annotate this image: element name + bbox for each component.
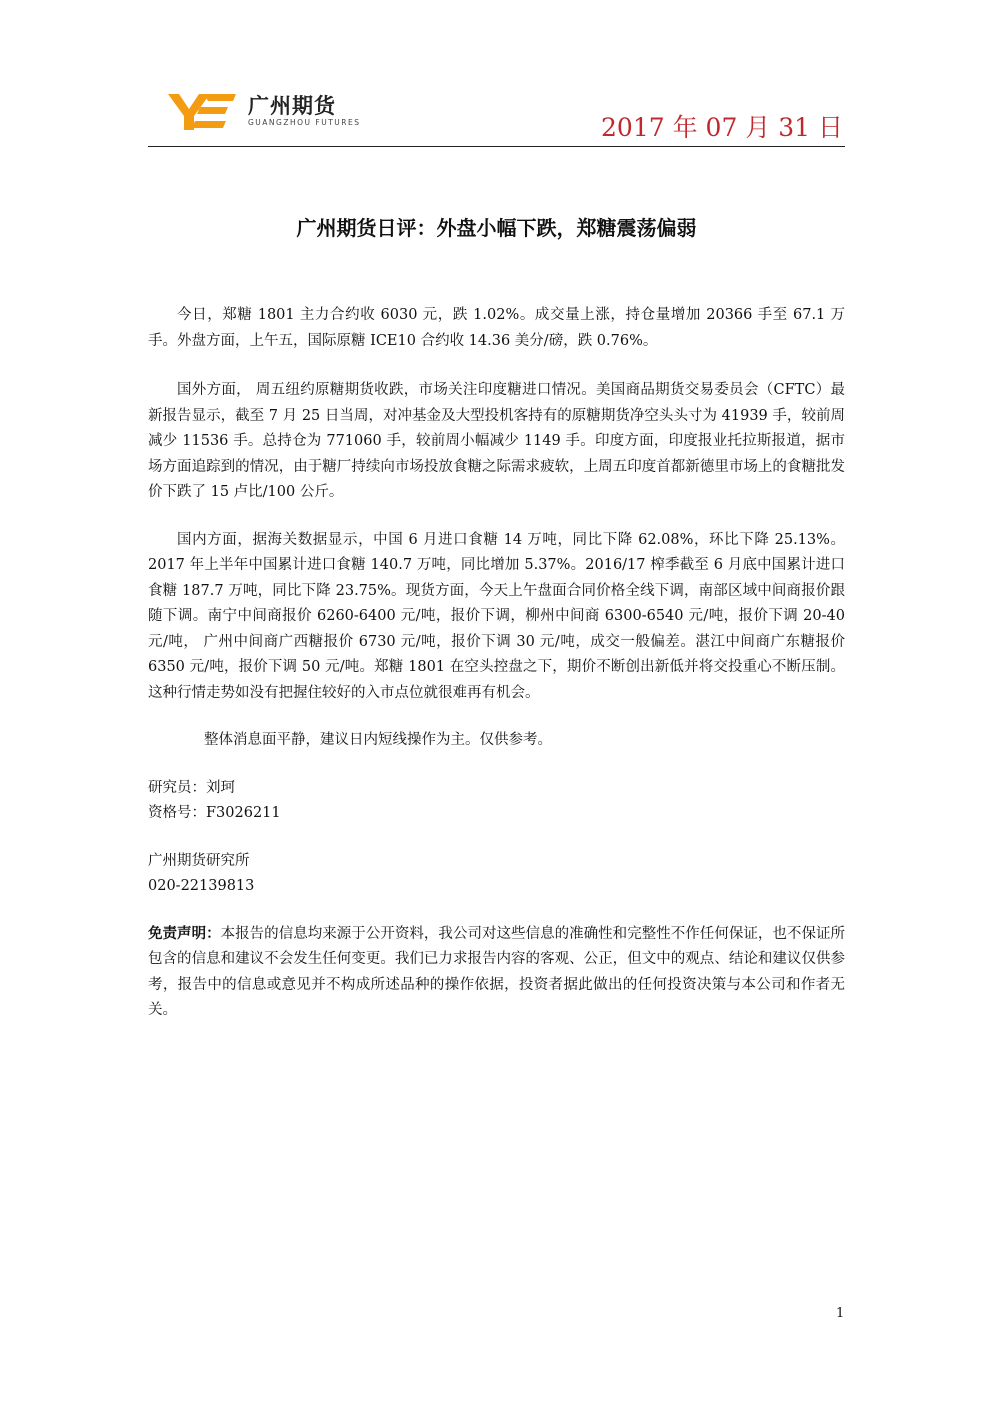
institute-name: 广州期货研究所 xyxy=(148,852,250,869)
researcher-license: 资格号：F3026211 xyxy=(148,805,281,821)
disclaimer-text: 本报告的信息均来源于公开资料，我公司对这些信息的准确性和完整性不作任何保证，也不保证所包含的信息和建议不会发生任何变更。我们已力求报告内容的客观、公正，但文中的观点、结论和建议仅供参考，报告中的信息或意见并不构成所述品种的操作依据，投资者据此做出的任何投资决策与本公司和作者无关。 xyxy=(148,925,845,1018)
report-body xyxy=(148,303,845,1024)
disclaimer xyxy=(148,922,845,1024)
page-number: 1 xyxy=(836,1306,845,1321)
company-logo xyxy=(166,88,406,138)
header-divider xyxy=(148,146,845,147)
researcher-name: 研究员：刘珂 xyxy=(148,779,235,796)
company-logo-name: 广州期货 xyxy=(248,94,336,118)
page-header xyxy=(148,88,845,146)
researcher-info xyxy=(148,776,845,827)
company-logo-subtitle: GUANGZHOU FUTURES xyxy=(248,118,361,127)
report-date: 2017 年 07 月 31 日 xyxy=(601,113,843,142)
paragraph-domestic: 国内方面，据海关数据显示，中国 6 月进口食糖 14 万吨，同比下降 62.08%，环比下降 25.13%。2017 年上半年中国累计进口食糖 140.7 万吨，同比增加 5.37%。2016/17 榨季截至 6 月底中国累计进口食糖 187.7 万吨，同比下降 23.75%。现货方面，今天上午盘面合同价格全线下调，南部区域中间商报价跟随下调。南宁中间商报价 6260-6400 元/吨，报价下调，柳州中间商 6300-6540 元/吨，报价下调 20-40 元/吨， 广州中间商广西糖报价 6730 元/吨，报价下调 30 元/吨，成交一般偏差。湛江中间商广东糖报价 6350 元/吨，报价下调 50 元/吨。郑糖 1801 在空头控盘之下，期价不断创出新低并将交投重心不断压制。这种行情走势如没有把握住较好的入市点位就很难再有机会。 xyxy=(148,531,845,701)
disclaimer-label: 免责声明： xyxy=(148,925,221,942)
institute-info xyxy=(148,849,845,900)
report-title: 广州期货日评：外盘小幅下跌，郑糖震荡偏弱 xyxy=(296,216,697,240)
paragraph-market-overview: 今日，郑糖 1801 主力合约收 6030 元，跌 1.02%。成交量上涨，持仓量增加 20366 手至 67.1 万手。外盘方面，上午五，国际原糖 ICE10 合约收 14.36 美分/磅，跌 0.76%。 xyxy=(148,307,845,349)
institute-phone: 020-22139813 xyxy=(148,878,255,894)
company-logo-mark-icon xyxy=(166,90,238,132)
paragraph-summary: 整体消息面平静，建议日内短线操作为主。仅供参考。 xyxy=(204,732,552,748)
paragraph-international: 国外方面， 周五纽约原糖期货收跌，市场关注印度糖进口情况。美国商品期货交易委员会（CFTC）最新报告显示，截至 7 月 25 日当周，对冲基金及大型投机客持有的原糖期货净空头头寸为 41939 手，较前周减少 11536 手。总持仓为 771060 手，较前周小幅减少 1149 手。印度方面，印度报业托拉斯报道，据市场方面追踪到的情况，由于糖厂持续向市场投放食糖之际需求疲软，上周五印度首都新德里市场上的食糖批发价下跌了 15 卢比/100 公斤。 xyxy=(148,382,845,500)
